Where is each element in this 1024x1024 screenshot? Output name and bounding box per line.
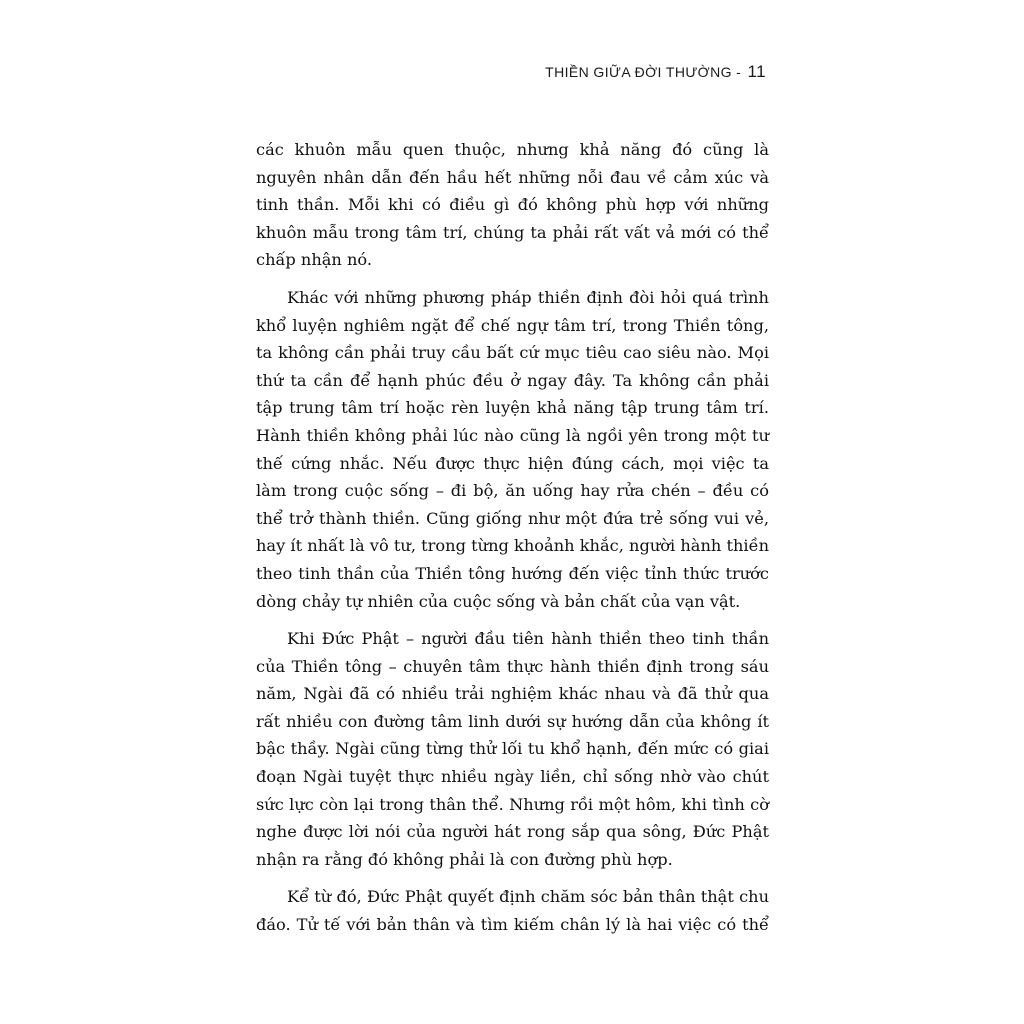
paragraph-continued: các khuôn mẫu quen thuộc, nhưng khả năng đó cũng là nguyên nhân dẫn đến hầu hết những nỗi đau về cảm xúc và tinh thần. Mỗi khi có điều gì đó không phù hợp với những khuôn mẫu trong tâm trí, chúng ta phải rất vất vả mới có thể chấp nhận nó. xyxy=(256,140,769,270)
paragraph: Khi Đức Phật – người đầu tiên hành thiền theo tinh thần của Thiền tông – chuyên tâm thực hành thiền định trong sáu năm, Ngài đã có nhiều trải nghiệm khác nhau và đã thử qua rất nhiều con đường tâm linh dưới sự hướng dẫn của không ít bậc thầy. Ngài cũng từng thử lối tu khổ hạnh, đến mức có giai đoạn Ngài tuyệt thực nhiều ngày liền, chỉ sống nhờ vào chút sức lực còn lại trong thân thể. Nhưng rồi một hôm, khi tình cờ nghe được lời nói của người hát rong sắp qua sông, Đức Phật nhận ra rằng đó không phải là con đường phù hợp. xyxy=(256,629,769,869)
paragraph: Khác với những phương pháp thiền định đòi hỏi quá trình khổ luyện nghiêm ngặt để chế ngự tâm trí, trong Thiền tông, ta không cần phải truy cầu bất cứ mục tiêu cao siêu nào. Mọi thứ ta cần để hạnh phúc đều ở ngay đây. Ta không cần phải tập trung tâm trí hoặc rèn luyện khả năng tập trung tâm trí. Hành thiền không phải lúc nào cũng là ngồi yên trong một tư thế cứng nhắc. Nếu được thực hiện đúng cách, mọi việc ta làm trong cuộc sống – đi bộ, ăn uống hay rửa chén – đều có thể trở thành thiền. Cũng giống như một đứa trẻ sống vui vẻ, hay ít nhất là vô tư, trong từng khoảnh khắc, người hành thiền theo tinh thần của Thiền tông hướng đến việc tỉnh thức trước dòng chảy tự nhiên của cuộc sống và bản chất của vạn vật. xyxy=(256,287,769,611)
body-text xyxy=(256,136,769,949)
header-separator: - xyxy=(731,64,746,80)
running-header xyxy=(545,62,766,82)
page-number: 11 xyxy=(747,62,766,81)
book-title: THIỀN GIỮA ĐỜI THƯỜNG xyxy=(545,64,732,80)
paragraph-continues: Kể từ đó, Đức Phật quyết định chăm sóc bản thân thật chu đáo. Tử tế với bản thân và tìm kiếm chân lý là hai việc có thể xyxy=(256,887,769,935)
